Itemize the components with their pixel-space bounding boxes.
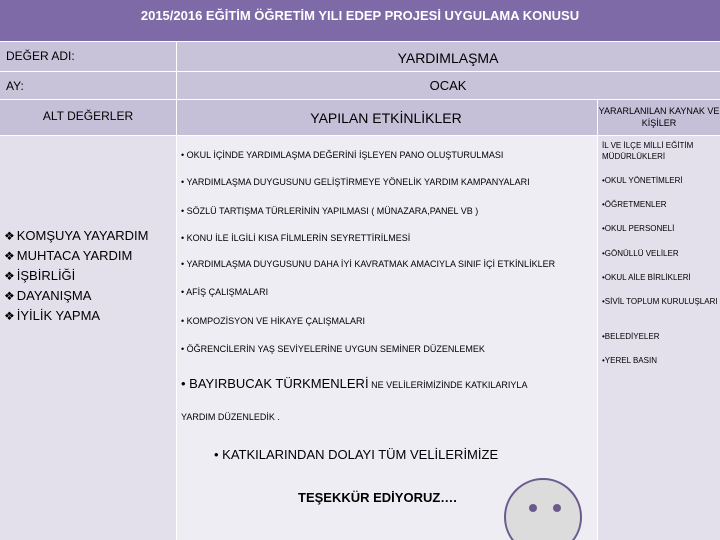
month-value: OCAK: [429, 78, 467, 93]
resource-item: •ÖĞRETMENLER: [602, 200, 667, 209]
resource-item: •OKUL YÖNETİMLERİ: [602, 176, 683, 185]
list-item: ❖ MUHTACA YARDIM: [4, 248, 133, 263]
resource-item: •OKUL AİLE BİRLİKLERİ: [602, 273, 691, 282]
resources-heading: YARARLANILAN KAYNAK VE KİŞİLER: [598, 106, 720, 128]
resource-item: •YEREL BASIN: [602, 356, 657, 365]
resource-item: •BELEDİYELER: [602, 332, 660, 341]
diamond-bullet-icon: ❖: [4, 309, 15, 323]
activity-item: • YARDIMLAŞMA DUYGUSUNU GELİŞTİRMEYE YÖNELİK YARDIM KAMPANYALARI: [181, 177, 530, 187]
smiley-face-icon: [504, 478, 582, 540]
column-divider: [176, 42, 177, 540]
column-header-row: [0, 100, 720, 136]
thanks-line2: TEŞEKKÜR EDİYORUZ….: [298, 490, 457, 505]
activity-item: • YARDIMLAŞMA DUYGUSUNU DAHA İYİ KAVRATMAK AMACIYLA SINIF İÇİ ETKİNLİKLER: [181, 259, 556, 269]
activities-heading: YAPILAN ETKİNLİKLER: [310, 110, 462, 126]
value-name: YARDIMLAŞMA: [397, 50, 499, 66]
smiley-face-drawing: [506, 480, 584, 540]
sub-values-column: [0, 136, 176, 540]
activity-item: • KOMPOZİSYON VE HİKAYE ÇALIŞMALARI: [181, 316, 366, 326]
list-item: ❖ İYİLİK YAPMA: [4, 308, 101, 323]
activity-item: • KONU İLE İLGİLİ KISA FİLMLERİN SEYRETTİRİLMESİ: [181, 233, 411, 243]
activity-item: • AFİŞ ÇALIŞMALARI: [181, 287, 269, 297]
resources-column: [598, 136, 720, 540]
list-item: ❖ DAYANIŞMA: [4, 288, 92, 303]
diamond-bullet-icon: ❖: [4, 269, 15, 283]
diamond-bullet-icon: ❖: [4, 249, 15, 263]
page-header: [0, 0, 720, 42]
contribution-note: • BAYIRBUCAK TÜRKMENLERİ NE VELİLERİMİZİNDE KATKILARIYLA: [181, 376, 528, 391]
contribution-note-line2: YARDIM DÜZENLEDİK .: [181, 412, 280, 422]
value-name-row: [0, 42, 720, 72]
sub-values-list: [4, 226, 148, 326]
list-item: ❖ KOMŞUYA YAYARDIM: [4, 228, 149, 243]
activity-item: • SÖZLÜ TARTIŞMA TÜRLERİNİN YAPILMASI ( MÜNAZARA,PANEL VB ): [181, 206, 479, 216]
list-item: ❖ İŞBİRLİĞİ: [4, 268, 76, 283]
resource-item: İL VE İLÇE MİLLİ EĞİTİM MÜDÜRLÜKLERİ: [602, 141, 694, 161]
activity-item: • OKUL İÇİNDE YARDIMLAŞMA DEĞERİNİ İŞLEYEN PANO OLUŞTURULMASI: [181, 150, 504, 160]
value-name-label: DEĞER ADI:: [6, 49, 75, 63]
column-divider: [597, 100, 598, 540]
thanks-line1: • KATKILARINDAN DOLAYI TÜM VELİLERİMİZE: [214, 447, 499, 462]
diamond-bullet-icon: ❖: [4, 229, 15, 243]
month-label: AY:: [6, 79, 24, 93]
page-title: 2015/2016 EĞİTİM ÖĞRETİM YILI EDEP PROJESİ UYGULAMA KONUSU: [140, 8, 580, 23]
diamond-bullet-icon: ❖: [4, 289, 15, 303]
sub-values-heading: ALT DEĞERLER: [42, 109, 134, 123]
resource-item: •SİVİL TOPLUM KURULUŞLARI: [602, 297, 718, 306]
resource-item: •GÖNÜLLÜ VELİLER: [602, 249, 679, 258]
activity-item: • ÖĞRENCİLERİN YAŞ SEVİYELERİNE UYGUN SEMİNER DÜZENLEMEK: [181, 344, 485, 354]
resource-item: •OKUL PERSONELİ: [602, 224, 675, 233]
month-row: [0, 72, 720, 100]
